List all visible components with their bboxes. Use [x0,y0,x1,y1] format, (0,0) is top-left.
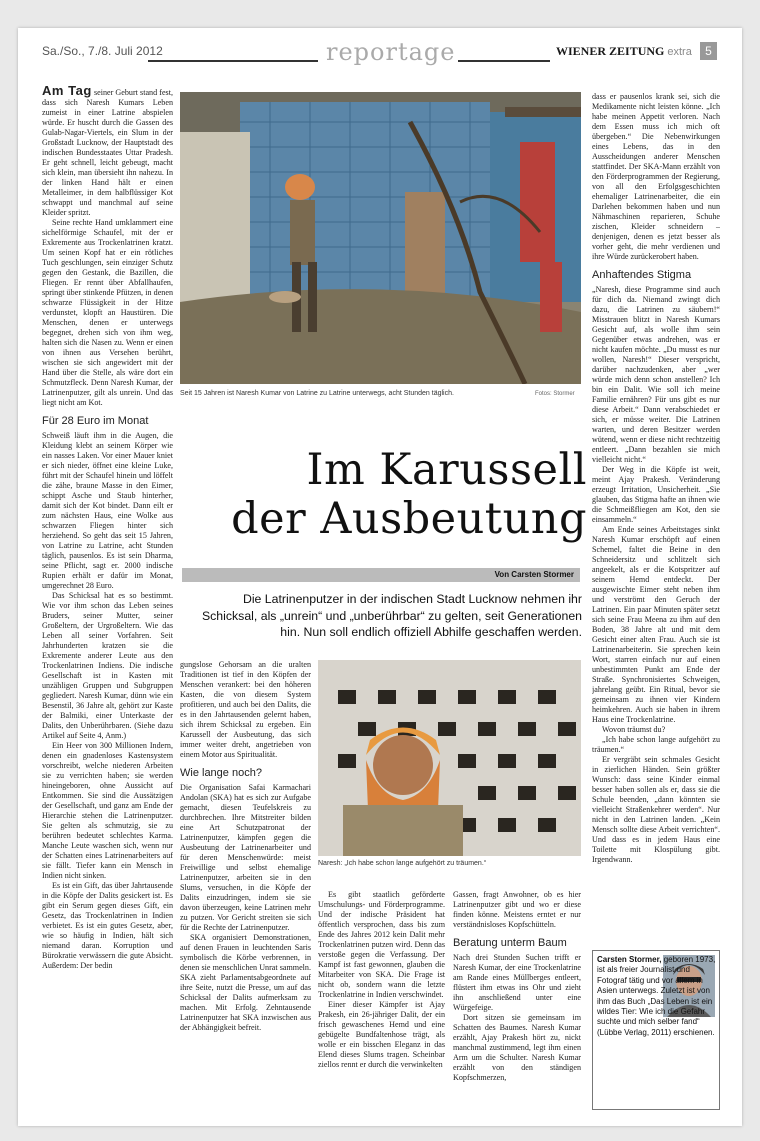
paragraph: Das Schicksal hat es so bestimmt. Wie vor ihm schon das Leben seines Bruders, seiner Mutter, seiner Großeltern, der Urgroßeltern. Wie das Leben all seiner Vorfahren. Seit Jahrhunderten kratzen sie die Exkremente anderer Leute aus den Trockenlatrinen Indiens. Die indische Gesellschaft ist in Kasten mit unzähligen Gruppen und Subgruppen gegliedert. Naresh Kumar, dünn wie ein Besenstil, 36 Jahre alt, gehört zur Kaste der Balmiki, einer Unterkaste der Dalits, den Unberührbaren. (Siehe dazu Artikel auf Seite 4, Anm.) [42,591,173,740]
subheading: Anhaftendes Stigma [592,269,692,281]
photo-illustration [180,92,581,384]
newspaper-page [18,28,742,1126]
subheading: Wie lange noch? [180,767,262,779]
headline-line-2: der Ausbeutung [231,494,587,544]
section-title: reportage [326,38,456,66]
header-rule-left [148,60,318,62]
paragraph: Es ist ein Gift, das über Jahrtausende in die Köpfe der Dalits gesickert ist. Es gibt ein Serum gegen dieses Gift, ein Gesetz, das Trockenlatrinen in Indien verbietet. Es ist ein gutes Gesetz, aber, wie so häufig in Indien, hält sich niemand daran. Korruption und Bürokratie verwässern die gute Absicht. Außerdem: Der bedin [42,881,173,970]
header-rule-right [458,60,550,62]
photo-caption-top: Seit 15 Jahren ist Naresh Kumar von Latrine zu Latrine unterwegs, acht Stunden täglich. [180,390,454,397]
text-column-2 [180,660,311,1118]
article-headline [192,446,587,544]
paragraph: „Naresh, diese Programme sind auch für dich da. Niemand zwingt dich dazu, die Latrinen zu säubern!“ Misstrauen blitzt in Naresh Kumars Gesicht auf, als wolle ihm sein Gegenüber etwas andrehen, was er nicht kaufen möchte. „Du musst es nur wollen, Naresh!“ Dieser verspricht, darüber nachzudenken, aber „wer würde mich denn schon anstellen? Ich bin ein Dalit. Wie soll ich meine Familie ernähren? Für uns gibt es nur diese Arbeit.“ Dann verabschiedet er sich, er müsse weiter. Die Latrinen warten, und deren Besitzer werden wütend, wenn er diese nicht rechtzeitig entleert. „Dann bezahlen sie mich vielleicht nicht.“ [592,285,720,464]
photo-latrine-worker [180,92,581,384]
photo-caption-mid: Naresh: „Ich habe schon lange aufgehört zu träumen.“ [318,860,487,867]
paragraph: Dort sitzen sie gemeinsam im Schatten des Baumes. Naresh Kumar erzählt, Ajay Prakesh hört zu, nickt manchmal zustimmend, legt ihm einen Arm um die Schulter. Naresh Kumar erzählt von den ständigen Kopfschmerzen, [453,1013,581,1082]
paragraph: „Ich habe schon lange aufgehört zu träumen.“ [592,735,720,754]
paragraph: gungslose Gehorsam an die uralten Traditionen ist tief in den Köpfen der Menschen verankert: bei den höheren Kasten, die von diesem System profitieren, und auch bei den Dalits, die es in den Jahrtausenden gelernt haben, sich ihrem Schicksal zu ergeben. Ein Karussell der Ausbeutung, das sich immer weiter dreht, angetrieben von einem Motor aus Spiritualität. [180,660,311,759]
author-name: Carsten Stormer, [597,955,662,964]
author-bio [597,955,717,1038]
paragraph: seiner Geburt stand fest, dass sich Naresh Kumars Leben zumeist in einer Latrine abspielen würde. Er huscht durch die Gassen des Gulab-Nagar-Viertels, ein Slum in der Großstadt Lucknow, der Hauptstadt des indischen Bundesstaates Uttar Pradesh. Er geht schnell, leicht gebeugt, macht sich klein, man übersieht ihn nahezu. In der linken Hand hält er einen Metalleimer, in dem halbflüssiger Kot schwappt und manchmal auf seine Kleider spritzt. [42,88,173,217]
paragraph: Er vergräbt sein schmales Gesicht in zierlichen Händen. Sein größter Wunsch: dass seine Kinder einmal besser haben sollen als er, dass sie die Schule beenden, „dann könnten sie vielleicht Straßenkehrer werden“. Nur nicht in den Latrinen landen. „Kein Mensch sollte diese Arbeit verrichten“. Und dass es in jedem Haus eine Toilette mit Klospülung gibt. Irgendwann. [592,755,720,864]
author-bio-text: geboren 1973, ist als freier Journalist und Fotograf tätig und vor allem in Asien unterwegs. Zuletzt ist von ihm das Buch „Das Leben ist ein wildes Tier: Wie ich die Gefahr suchte und mich selber fand“ (Lübbe Verlag, 2011) erschienen. [597,955,716,1037]
paragraph: Nach drei Stunden Suchen trifft er Naresh Kumar, der eine Trockenlatrine am Rande eines Müllberges entleert, flüstert ihm etwas ins Ohr und zieht ihn anschließend unter eine Würgefeige. [453,953,581,1012]
text-column-5 [592,92,720,944]
byline-bar: Von Carsten Stormer [182,568,580,582]
photo-credit: Fotos: Stormer [535,391,575,397]
paragraph: SKA organisiert Demonstrationen, auf denen Frauen in leuchtenden Saris symbolisch die Körbe verbrennen, in denen sie menschlichen Unrat sammeln. SKA zieht Parlamentsabgeordnete auf ihre Seite, nutzt die Presse, um auf das Schicksal der Dalits aufmerksam zu machen. Mit Erfolg. Zehntausende Latrinenputzer hat SKA inzwischen aus der Abhängigkeit befreit. [180,933,311,1032]
paragraph: dass er pausenlos krank sei, sich die Medikamente nicht leisten könne. „Ich habe meinen Appetit verloren. Nach dem Essen muss ich mich oft übergeben.“ Die Nebenwirkungen eines Lebens, das in den Ausscheidungen anderer Menschen stattfindet. Der SKA-Mann erzählt von den Förderprogrammen der Regierung, von all den Erfolgsgeschichten ehemaliger Latrinenarbeiter, die ein Darlehen bekommen haben und nun Nähmaschinen reparieren, Schuhe zischen, Kleider schneidern – denjenigen, denen es jetzt besser als vorher geht, die mehr verdienen und ihre Würde zurückerobert haben. [592,92,720,261]
photo-portrait-naresh [318,660,581,856]
paragraph: Wovon träumst du? [602,725,666,734]
text-column-4 [453,890,581,1118]
photo-illustration [318,660,581,856]
paragraph: Ein Heer von 300 Millionen Indern, denen ein gnadenloses Kastensystem vorschreibt, welche niederen Arbeiten sie zu verrichten haben; sie werden hineingeboren, ohne Aussicht auf Entkommen. Sie sind die Aussätzigen der Gesellschaft, und ganz am Ende der Hierarchie stehen die Latrinenputzer. Sie gelten als schmutzig, sie zu berühren bedeutet schlechtes Karma. Manche Leute waschen sich, wenn nur der Schatten eines Latrinenarbeiters auf sie fällt. Tiefer kann ein Mensch in Indien nicht sinken. [42,741,173,880]
paragraph: Am Ende seines Arbeitstages sinkt Naresh Kumar erschöpft auf einen Schemel, faltet die Beine in den Schneidersitz und schlitzelt sich angeekelt, als er die Kotspritzer auf seinem Hemd entdeckt. Der ausgewischte Eimer steht neben ihm und verströmt den Geruch der Latrinen. Ein paar Minuten später setzt sich seine Frau Meena zu ihm auf den Boden, 38 Jahre alt und mit dem Gesicht einer alten Frau. Auch sie ist Latrinenarbeiterin. Sie sprechen kein Wort, starren einfach nur auf einen unbestimmten Punkt am Ende der Straße. Synchronisiertes Schweigen, jahrelang geübt. Ein Ritual, bevor sie gemeinsam zu ihnen vier Kindern heimkehren. Auch sie haben in ihrem Haus eine Trockenlatrine. [592,525,720,724]
page-number: 5 [700,42,717,60]
article-lead: Die Latrinenputzer in der indischen Stadt Lucknow nehmen ihr Schicksal, als „unrein“ und „unberührbar“ zu gelten, seit Generationen hin. Nun soll endlich offiziell Abhilfe geschaffen werden. [201,592,582,639]
headline-line-1: Im Karussell [306,445,587,495]
paragraph: Gassen, fragt Anwohner, ob es hier Latrinenputzer gibt und wo er diese finden könne. Meistens erntet er nur verständnisloses Kopfschütteln. [453,890,581,929]
intro-word: Am Tag [42,86,92,98]
author-box [592,950,720,1110]
paragraph: Die Organisation Safai Karmachari Andolan (SKA) hat es sich zur Aufgabe gemacht, diesen Teufelskreis zu durchbrechen. Ihre Mitstreiter bilden eine Art Schutzpatronat der Latrinenputzer, kämpfen gegen die Ausbeutung der Latrinenarbeiter und für deren Menschenwürde: meist Freiwillige und selbst ehemalige Latrinenputzer, arbeiten sie in den Slums, versuchen, in die Köpfe der Dalits einzudringen, indem sie sie davon überzeugen, keine Latrinen mehr zu putzen. Vor Gericht streiten sie sich für die Rechte der Latrinenputzer. [180,783,311,932]
page-header [18,38,742,68]
paragraph: Schweiß läuft ihm in die Augen, die Kleidung klebt an seinem Körper wie ein nasses Laken. Vor einer Mauer kniet er sich nieder, öffnet eine kleine Luke, führt mit der Schaufel hinein und löffelt die zähe, braune Masse in den Eimer, schippt Asche und Staub hinterher, damit sich der Kot bindet. Dann eilt er zum nächsten Haus, eine Wolke aus schwarzen Fliegen hinter sich herziehend. So geht das seit 15 Jahren, von Latrine zu Latrine, acht Stunden täglich, pausenlos. Es ist sein Dharma, seine Pflicht, sagt er. 2000 indische Rupien erhält er dafür im Monat, umgerechnet 28 Euro. [42,431,173,590]
text-column-3 [318,890,445,1118]
paragraph: Der Weg in die Köpfe ist weit, meint Ajay Prakesh. Veränderung erzeugt Irritation, Unsicherheit. „Sie glauben, das Stigma hafte an ihnen wie die Schmeißfliegen am Kot, den sie einsammeln.“ [592,465,720,524]
paragraph: Seine rechte Hand umklammert eine sichelförmige Schaufel, mit der er Exkremente aus Trockenlatrinen kratzt. Um seinen Kopf hat er ein rötliches Tuch geschlungen, sein einziger Schutz gegen den Gestank, die Bazillen, die Fliegen. Er rennt über Abfallhaufen, springt über stinkende Pfützen, in denen schwarze Flüssigkeit in der Hitze verdunstet, klopft an Haustüren. Die Menschen, denen er unterwegs begegnet, drehen sich von ihm weg, halten sich die Nasen zu. Wenn er einen von ihnen aus Versehen berührt, wischen sie sich angewidert mit der Hand über die Stelle, als wäre dort ein Schmutzfleck. Denn Naresh Kumar, der Latrinenputzer, gilt als unrein. Und das liegt nicht am Kot. [42,218,173,407]
text-column-1 [42,86,173,1118]
paragraph: Einer dieser Kämpfer ist Ajay Prakesh, ein 26-jähriger Dalit, der ein frisch gewaschenes Hemd und eine gebügelte Bundfaltenhose trägt, als wolle er ein bisschen Eleganz in das Elend dieses Slums tragen. Scheinbar ziellos rennt er durch die verwinkelten [318,1000,445,1069]
subheading: Beratung unterm Baum [453,937,567,949]
issue-date: Sa./So., 7./8. Juli 2012 [42,44,163,58]
subheading: Für 28 Euro im Monat [42,415,149,427]
brand-logo: WIENER ZEITUNG extra [556,44,692,58]
paragraph: Es gibt staatlich geförderte Umschulungs- und Förderprogramme. Und der indische Präsident hat öffentlich versprochen, dass bis zum Ende des Jahres 2012 kein Dalit mehr Trockenlatrinen putzen wird. Denn das verstoße gegen die Verfassung. Der Kampf ist fast gewonnen, glauben die Mitarbeiter von SKA. Die Frage ist nicht ob, sondern wann die letzte Trockenlatrine in Indien verschwindet. [318,890,445,999]
